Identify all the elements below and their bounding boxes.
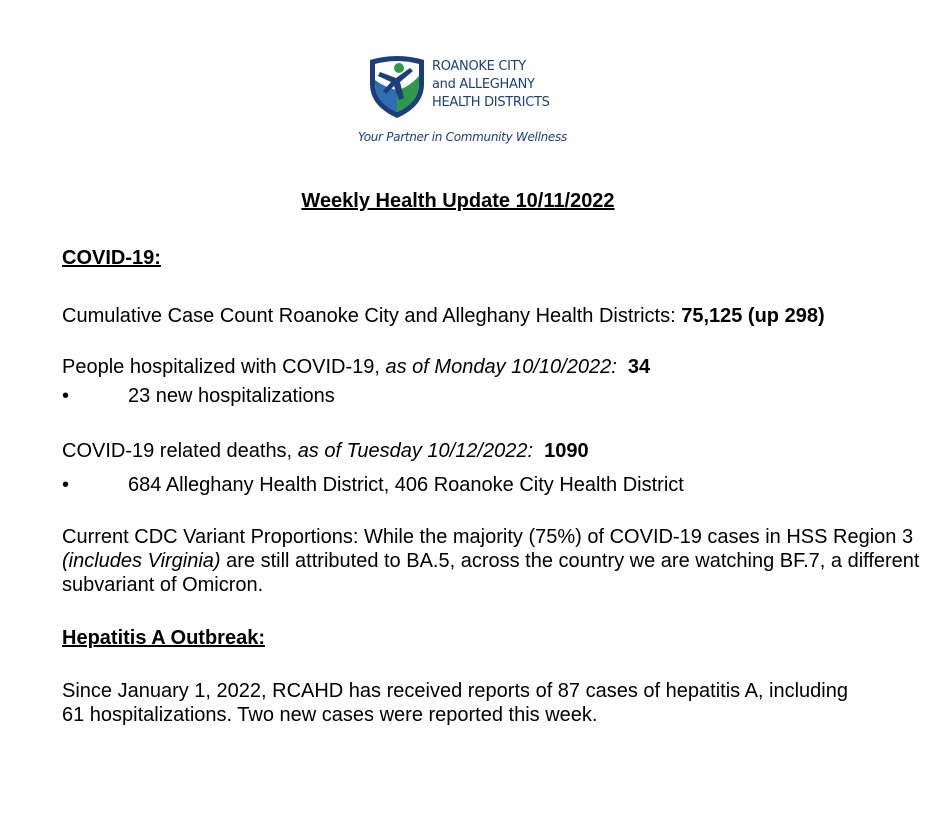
hepatitis-heading: Hepatitis A Outbreak: bbox=[62, 627, 265, 649]
logo-tagline: Your Partner in Community Wellness bbox=[358, 130, 567, 144]
variant-text-part2: are still attributed to BA.5, across the country we are watching BF.7, a different subvariant of Omicron. bbox=[62, 550, 920, 596]
logo-name-line: HEALTH DISTRICTS bbox=[432, 95, 550, 110]
list-item bbox=[62, 384, 335, 408]
cumulative-value: 75,125 (up 298) bbox=[681, 305, 825, 327]
deaths-date: as of Tuesday 10/12/2022: bbox=[297, 440, 534, 462]
hospitalized-bullet: 23 new hospitalizations bbox=[128, 385, 335, 407]
hospitalized-date: as of Monday 10/10/2022: bbox=[385, 356, 617, 378]
cumulative-label: Cumulative Case Count Roanoke City and Alleghany Health Districts: bbox=[62, 305, 682, 327]
list-item bbox=[62, 473, 684, 497]
logo-name-line: ROANOKE CITY bbox=[432, 59, 526, 74]
hospitalized-label: People hospitalized with COVID-19, bbox=[62, 356, 386, 378]
logo-name-line: and ALLEGHANY bbox=[432, 77, 535, 92]
deaths-label: COVID-19 related deaths, bbox=[62, 440, 298, 462]
page-title: Weekly Health Update 10/11/2022 bbox=[301, 190, 615, 212]
covid-heading: COVID-19: bbox=[62, 247, 161, 269]
logo-name bbox=[432, 58, 550, 112]
bullet-glyph: • bbox=[62, 385, 70, 407]
hospitalized-line bbox=[62, 355, 650, 379]
variant-text-part1: Current CDC Variant Proportions: While the majority (75%) of COVID-19 cases in HSS Region 3 bbox=[62, 526, 914, 548]
deaths-line bbox=[62, 439, 589, 463]
variant-text-italic: (includes Virginia) bbox=[62, 550, 221, 572]
hepatitis-paragraph: Since January 1, 2022, RCAHD has received reports of 87 cases of hepatitis A, including 61 hospitalizations. Two new cases were reported this week. bbox=[62, 680, 848, 726]
health-district-logo bbox=[358, 52, 582, 152]
shield-person-icon bbox=[366, 54, 428, 120]
deaths-value: 1090 bbox=[544, 440, 589, 462]
cumulative-case-count bbox=[62, 304, 825, 328]
variant-paragraph bbox=[62, 525, 922, 597]
hospitalized-value: 34 bbox=[627, 356, 651, 378]
bullet-glyph: • bbox=[62, 474, 70, 496]
deaths-bullet: 684 Alleghany Health District, 406 Roanoke City Health District bbox=[128, 474, 684, 496]
